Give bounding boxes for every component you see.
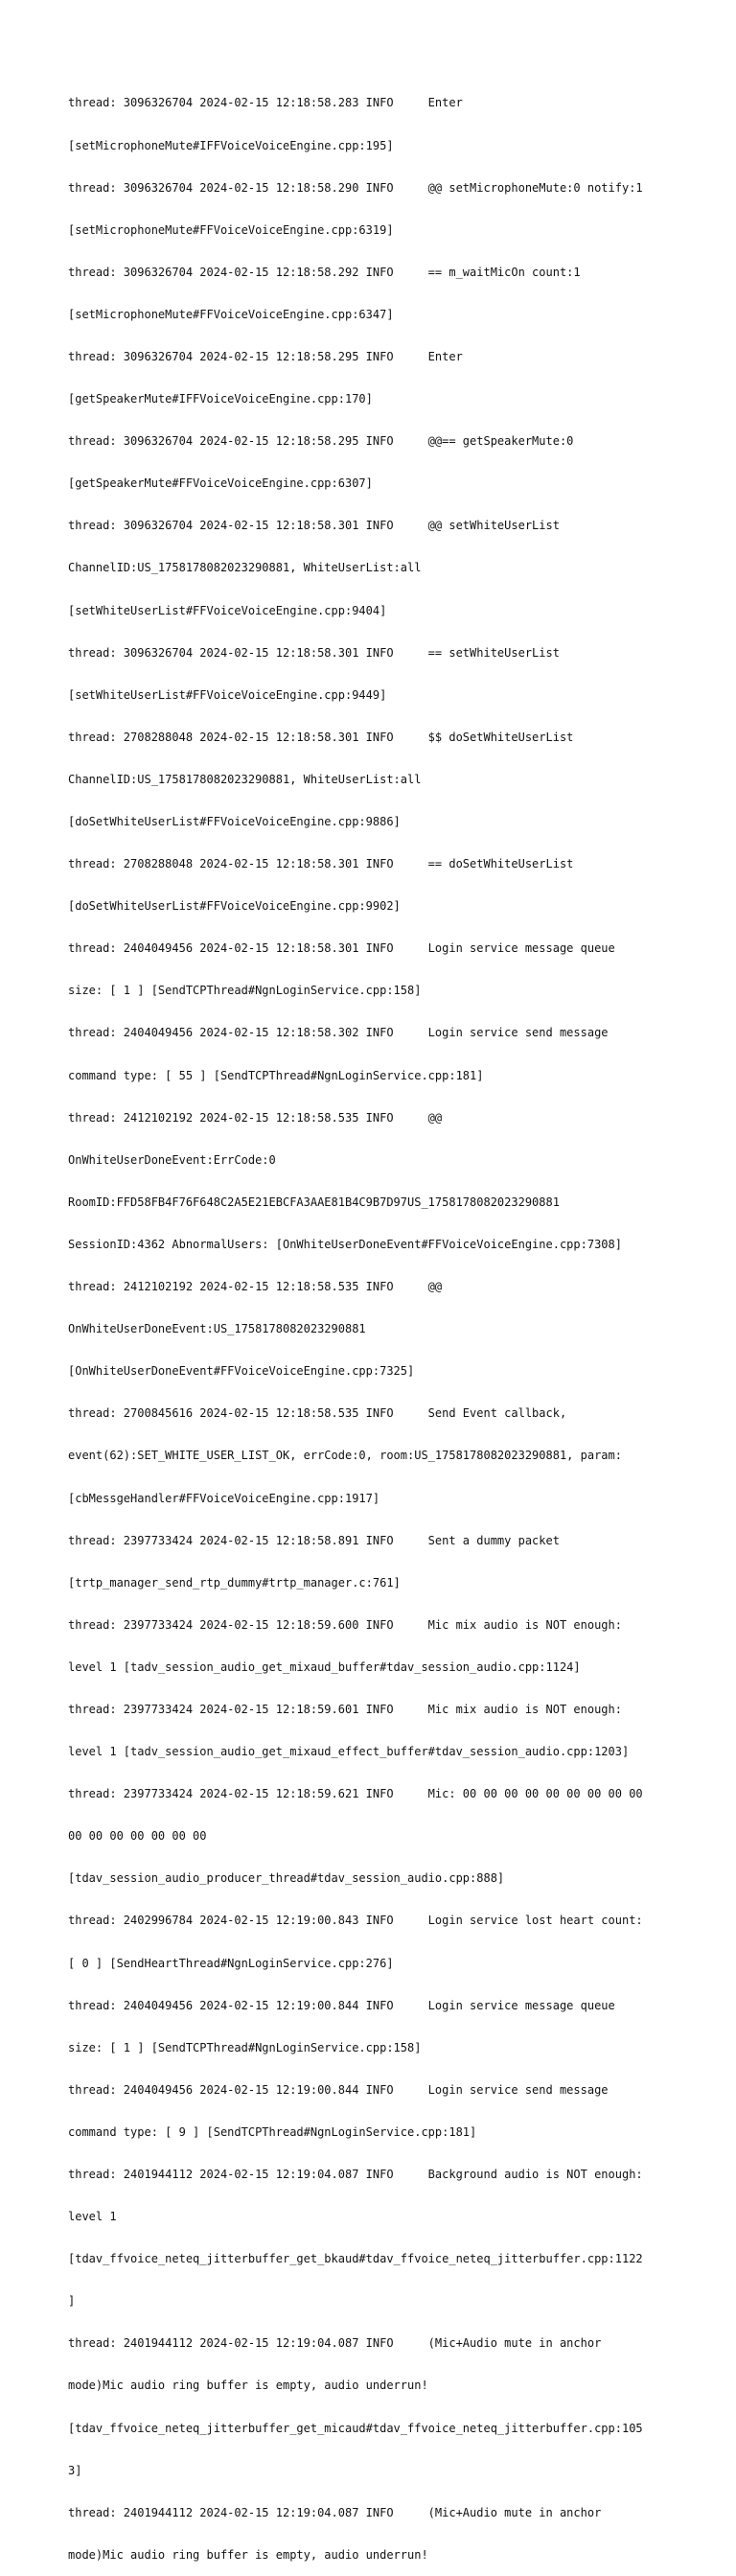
log-line: 3] — [68, 2463, 82, 2477]
log-line: OnWhiteUserDoneEvent:US_1758178082023290881 — [68, 1322, 366, 1336]
log-line: thread: 2404049456 2024-02-15 12:18:58.301 INFO Login service message queue — [68, 941, 615, 956]
log-line: thread: 2412102192 2024-02-15 12:18:58.535 INFO @@ — [68, 1280, 443, 1294]
log-line: thread: 2397733424 2024-02-15 12:18:59.601 INFO Mic mix audio is NOT enough: — [68, 1702, 622, 1716]
log-line: level 1 — [68, 2210, 117, 2224]
log-line: [setMicrophoneMute#FFVoiceVoiceEngine.cpp:6319] — [68, 222, 394, 237]
log-line: thread: 3096326704 2024-02-15 12:18:58.290 INFO @@ setMicrophoneMute:0 notify:1 — [68, 180, 643, 195]
log-line: [setWhiteUserList#FFVoiceVoiceEngine.cpp:9404] — [68, 603, 387, 617]
log-line: thread: 2397733424 2024-02-15 12:18:59.621 INFO Mic: 00 00 00 00 00 00 00 00 00 — [68, 1787, 643, 1801]
log-line: ChannelID:US_1758178082023290881, WhiteUserList:all — [68, 772, 422, 786]
log-line: thread: 3096326704 2024-02-15 12:18:58.295 INFO @@== getSpeakerMute:0 — [68, 434, 574, 449]
log-line: command type: [ 9 ] [SendTCPThread#NgnLoginService.cpp:181] — [68, 2124, 477, 2139]
log-line: [tdav_ffvoice_neteq_jitterbuffer_get_micaud#tdav_ffvoice_neteq_jitterbuffer.cpp:105 — [68, 2421, 643, 2435]
log-line: event(62):SET_WHITE_USER_LIST_OK, errCode:0, room:US_1758178082023290881, param: — [68, 1449, 622, 1463]
log-line: [setMicrophoneMute#IFFVoiceVoiceEngine.cpp:195] — [68, 138, 394, 152]
log-line: thread: 2402996784 2024-02-15 12:19:00.843 INFO Login service lost heart count: — [68, 1914, 643, 1928]
log-line: [tdav_ffvoice_neteq_jitterbuffer_get_bkaud#tdav_ffvoice_neteq_jitterbuffer.cpp:1122 — [68, 2252, 643, 2266]
log-line: thread: 3096326704 2024-02-15 12:18:58.301 INFO == setWhiteUserList — [68, 645, 560, 660]
log-text-block — [68, 68, 681, 2576]
log-line: thread: 3096326704 2024-02-15 12:18:58.292 INFO == m_waitMicOn count:1 — [68, 265, 581, 279]
log-line: thread: 2708288048 2024-02-15 12:18:58.301 INFO == doSetWhiteUserList — [68, 857, 574, 871]
log-line: ] — [68, 2294, 76, 2309]
log-line: thread: 2404049456 2024-02-15 12:19:00.844 INFO Login service message queue — [68, 1998, 615, 2012]
log-line: thread: 2397733424 2024-02-15 12:18:59.600 INFO Mic mix audio is NOT enough: — [68, 1617, 622, 1632]
log-line: thread: 2401944112 2024-02-15 12:19:04.087 INFO Background audio is NOT enough: — [68, 2168, 643, 2181]
log-line: ChannelID:US_1758178082023290881, WhiteUserList:all — [68, 561, 422, 575]
log-line: OnWhiteUserDoneEvent:ErrCode:0 — [68, 1152, 276, 1167]
log-line: [setWhiteUserList#FFVoiceVoiceEngine.cpp:9449] — [68, 687, 387, 702]
log-line: thread: 2397733424 2024-02-15 12:18:58.891 INFO Sent a dummy packet — [68, 1533, 560, 1547]
log-line: size: [ 1 ] [SendTCPThread#NgnLoginService.cpp:158] — [68, 984, 422, 998]
log-line: thread: 2412102192 2024-02-15 12:18:58.535 INFO @@ — [68, 1110, 443, 1125]
log-line: 00 00 00 00 00 00 00 — [68, 1829, 207, 1844]
log-line: [doSetWhiteUserList#FFVoiceVoiceEngine.cpp:9886] — [68, 815, 401, 828]
log-line: [trtp_manager_send_rtp_dummy#trtp_manager.c:761] — [68, 1575, 401, 1590]
log-line: thread: 2404049456 2024-02-15 12:18:58.302 INFO Login service send message — [68, 1026, 609, 1040]
log-line: thread: 2404049456 2024-02-15 12:19:00.844 INFO Login service send message — [68, 2082, 609, 2097]
log-line: level 1 [tadv_session_audio_get_mixaud_buffer#tdav_session_audio.cpp:1124] — [68, 1659, 581, 1674]
log-line: mode)Mic audio ring buffer is empty, audio underrun! — [68, 2547, 428, 2562]
log-line: [cbMessgeHandler#FFVoiceVoiceEngine.cpp:1917] — [68, 1491, 380, 1505]
log-line: SessionID:4362 AbnormalUsers: [OnWhiteUserDoneEvent#FFVoiceVoiceEngine.cpp:7308] — [68, 1237, 622, 1251]
log-line: thread: 2700845616 2024-02-15 12:18:58.535 INFO Send Event callback, — [68, 1406, 567, 1421]
log-line: [getSpeakerMute#IFFVoiceVoiceEngine.cpp:170] — [68, 392, 373, 406]
log-line: level 1 [tadv_session_audio_get_mixaud_effect_buffer#tdav_session_audio.cpp:1203] — [68, 1745, 630, 1759]
log-line: [doSetWhiteUserList#FFVoiceVoiceEngine.cpp:9902] — [68, 899, 401, 914]
log-line: command type: [ 55 ] [SendTCPThread#NgnLoginService.cpp:181] — [68, 1068, 484, 1082]
log-line: [OnWhiteUserDoneEvent#FFVoiceVoiceEngine.cpp:7325] — [68, 1364, 415, 1379]
log-line: [setMicrophoneMute#FFVoiceVoiceEngine.cpp:6347] — [68, 307, 394, 321]
log-line: thread: 3096326704 2024-02-15 12:18:58.295 INFO Enter — [68, 349, 463, 363]
log-line: size: [ 1 ] [SendTCPThread#NgnLoginService.cpp:158] — [68, 2040, 422, 2054]
log-line: thread: 2401944112 2024-02-15 12:19:04.087 INFO (Mic+Audio mute in anchor — [68, 2336, 602, 2351]
log-line: [getSpeakerMute#FFVoiceVoiceEngine.cpp:6307] — [68, 476, 373, 491]
log-line: thread: 3096326704 2024-02-15 12:18:58.283 INFO Enter — [68, 96, 463, 110]
log-line: thread: 3096326704 2024-02-15 12:18:58.301 INFO @@ setWhiteUserList — [68, 519, 560, 533]
log-line: [ 0 ] [SendHeartThread#NgnLoginService.cpp:276] — [68, 1956, 394, 1970]
log-line: mode)Mic audio ring buffer is empty, audio underrun! — [68, 2379, 428, 2393]
log-line: [tdav_session_audio_producer_thread#tdav_session_audio.cpp:888] — [68, 1871, 505, 1886]
log-line: thread: 2401944112 2024-02-15 12:19:04.087 INFO (Mic+Audio mute in anchor — [68, 2505, 602, 2519]
log-line: RoomID:FFD58FB4F76F648C2A5E21EBCFA3AAE81B4C9B7D97US_1758178082023290881 — [68, 1195, 560, 1209]
log-line: thread: 2708288048 2024-02-15 12:18:58.301 INFO $$ doSetWhiteUserList — [68, 730, 574, 744]
